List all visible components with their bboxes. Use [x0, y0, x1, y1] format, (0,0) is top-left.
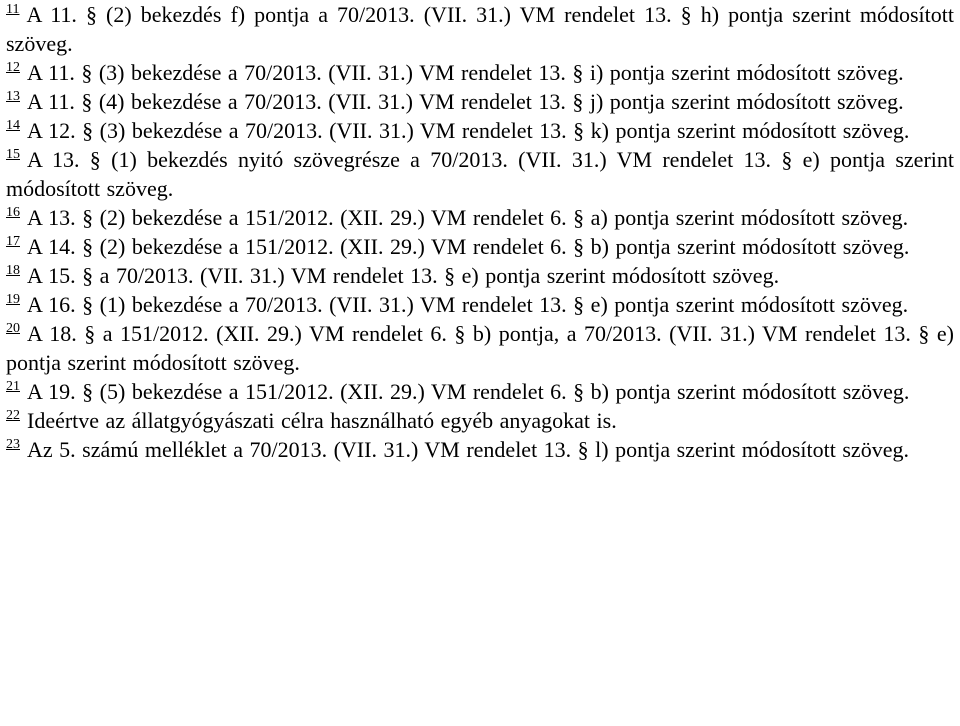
footnote-text: Az 5. számú melléklet a 70/2013. (VII. 31.) VM rendelet 13. § l) pontja szerint módosított szöveg.	[27, 437, 909, 462]
footnote-18	[6, 261, 954, 290]
footnote-text: A 19. § (5) bekezdése a 151/2012. (XII. 29.) VM rendelet 6. § b) pontja szerint módosított szöveg.	[27, 379, 910, 404]
footnote-20	[6, 319, 954, 377]
footnote-number-link[interactable]: 19	[6, 292, 20, 307]
footnote-text: A 14. § (2) bekezdése a 151/2012. (XII. 29.) VM rendelet 6. § b) pontja szerint módosított szöveg.	[27, 234, 910, 259]
footnote-number-link[interactable]: 18	[6, 263, 20, 278]
footnote-number-link[interactable]: 15	[6, 147, 20, 162]
footnote-text: A 18. § a 151/2012. (XII. 29.) VM rendelet 6. § b) pontja, a 70/2013. (VII. 31.) VM rendelet 13. § e) pontja szerint módosított szöveg.	[6, 321, 954, 375]
footnote-14	[6, 116, 954, 145]
footnote-number-link[interactable]: 23	[6, 437, 20, 452]
footnote-number-link[interactable]: 13	[6, 89, 20, 104]
footnote-number-link[interactable]: 22	[6, 408, 20, 423]
footnote-19	[6, 290, 954, 319]
footnote-22	[6, 406, 954, 435]
footnote-16	[6, 203, 954, 232]
footnote-text: A 13. § (1) bekezdés nyitó szövegrésze a 70/2013. (VII. 31.) VM rendelet 13. § e) pontja szerint módosított szöveg.	[6, 147, 954, 201]
footnote-15	[6, 145, 954, 203]
footnote-21	[6, 377, 954, 406]
footnote-number-link[interactable]: 12	[6, 60, 20, 75]
footnote-number-link[interactable]: 11	[6, 2, 20, 17]
footnote-23	[6, 435, 954, 464]
footnote-number-link[interactable]: 21	[6, 379, 20, 394]
footnote-13	[6, 87, 954, 116]
footnote-number-link[interactable]: 16	[6, 205, 20, 220]
footnote-text: A 13. § (2) bekezdése a 151/2012. (XII. 29.) VM rendelet 6. § a) pontja szerint módosított szöveg.	[27, 205, 909, 230]
footnote-12	[6, 58, 954, 87]
footnote-text: A 15. § a 70/2013. (VII. 31.) VM rendelet 13. § e) pontja szerint módosított szöveg.	[27, 263, 780, 288]
footnote-17	[6, 232, 954, 261]
footnote-text: A 12. § (3) bekezdése a 70/2013. (VII. 31.) VM rendelet 13. § k) pontja szerint módosított szöveg.	[27, 118, 910, 143]
footnote-11	[6, 0, 954, 58]
footnotes-list	[6, 0, 954, 464]
footnote-text: A 11. § (2) bekezdés f) pontja a 70/2013. (VII. 31.) VM rendelet 13. § h) pontja szerint módosított szöveg.	[6, 2, 954, 56]
footnote-text: Ideértve az állatgyógyászati célra használható egyéb anyagokat is.	[27, 408, 617, 433]
footnote-number-link[interactable]: 20	[6, 321, 20, 336]
footnote-number-link[interactable]: 14	[6, 118, 20, 133]
footnote-text: A 16. § (1) bekezdése a 70/2013. (VII. 31.) VM rendelet 13. § e) pontja szerint módosított szöveg.	[27, 292, 909, 317]
footnote-text: A 11. § (3) bekezdése a 70/2013. (VII. 31.) VM rendelet 13. § i) pontja szerint módosított szöveg.	[27, 60, 904, 85]
footnote-text: A 11. § (4) bekezdése a 70/2013. (VII. 31.) VM rendelet 13. § j) pontja szerint módosított szöveg.	[27, 89, 904, 114]
footnote-number-link[interactable]: 17	[6, 234, 20, 249]
